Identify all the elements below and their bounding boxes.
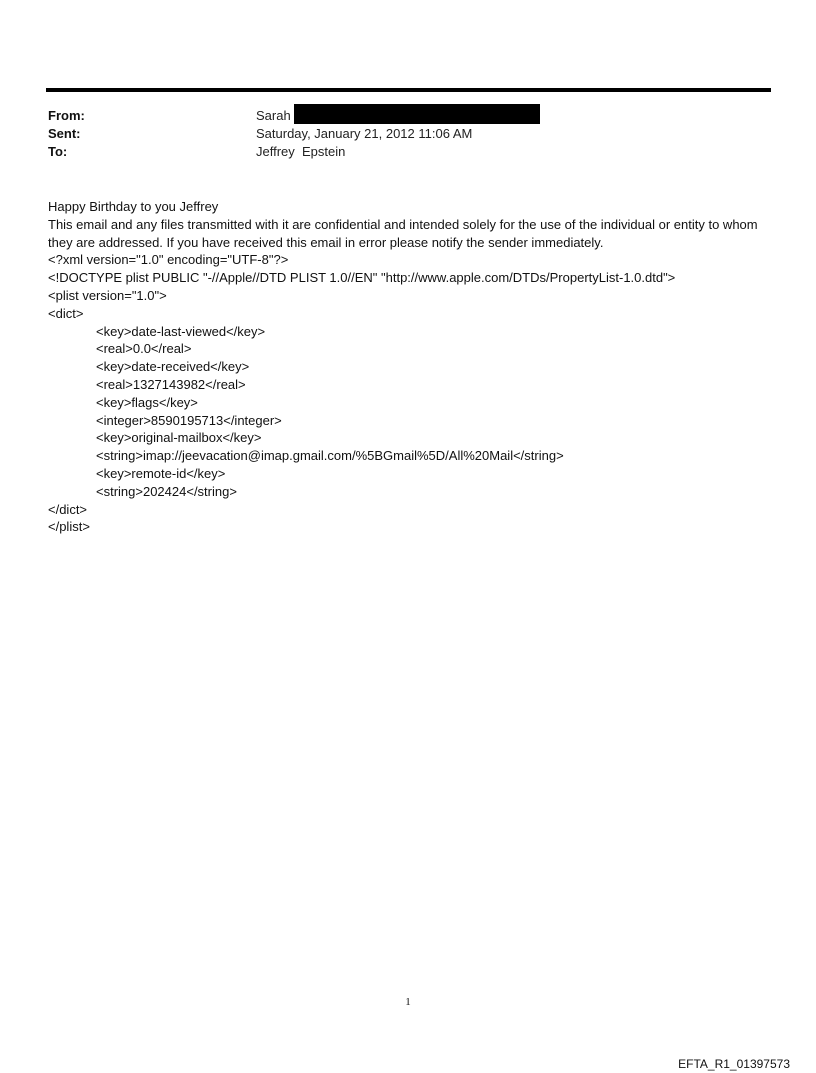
- to-row: [48, 143, 768, 161]
- sent-row: [48, 125, 768, 143]
- dict-entry-line: <string>imap://jeevacation@imap.gmail.com/%5BGmail%5D/All%20Mail</string>: [96, 448, 564, 464]
- dict-entry-line: <real>1327143982</real>: [96, 376, 246, 392]
- greeting: Happy Birthday to you Jeffrey: [48, 199, 219, 214]
- to-value: Jeffrey Epstein: [256, 144, 346, 159]
- dict-entry-line: <key>date-received</key>: [96, 359, 250, 375]
- header-divider: [46, 88, 771, 92]
- confidentiality-disclaimer: This email and any files transmitted with it are confidential and intended solely for the use of the individual or entity to whom they are addressed. If you have received this email in error please notify the sender immediately.: [48, 216, 758, 250]
- plist-open-tag: <plist version="1.0">: [48, 287, 167, 303]
- dict-open-tag: <dict>: [48, 305, 84, 321]
- plist-close-tag: </plist>: [48, 519, 90, 535]
- to-label: To:: [48, 144, 68, 159]
- dict-entry-line: <integer>8590195713</integer>: [96, 412, 282, 428]
- email-header: [48, 107, 768, 161]
- redaction-box: [294, 104, 540, 124]
- document-id: EFTA_R1_01397573: [678, 1057, 790, 1071]
- xml-declaration: <?xml version="1.0" encoding="UTF-8"?>: [48, 252, 289, 268]
- sent-label: Sent:: [48, 126, 81, 141]
- sent-value: Saturday, January 21, 2012 11:06 AM: [256, 126, 473, 141]
- from-row: [48, 107, 768, 125]
- from-label: From:: [48, 108, 85, 123]
- dict-entry-line: <key>remote-id</key>: [96, 465, 226, 481]
- dict-entry-line: <key>flags</key>: [96, 394, 198, 410]
- dict-entry-line: <real>0.0</real>: [96, 341, 192, 357]
- sender-name: Sarah: [256, 108, 291, 123]
- dict-close-tag: </dict>: [48, 501, 88, 517]
- from-value: [256, 107, 540, 125]
- doctype-line: <!DOCTYPE plist PUBLIC "-//Apple//DTD PLIST 1.0//EN" "http://www.apple.com/DTDs/PropertyList-1.0.dtd">: [48, 270, 676, 286]
- dict-entry-line: <string>202424</string>: [96, 483, 237, 499]
- dict-entry-line: <key>date-last-viewed</key>: [96, 323, 266, 339]
- email-body: [48, 198, 768, 536]
- dict-entry-line: <key>original-mailbox</key>: [96, 430, 262, 446]
- page-number: 1: [405, 996, 411, 1008]
